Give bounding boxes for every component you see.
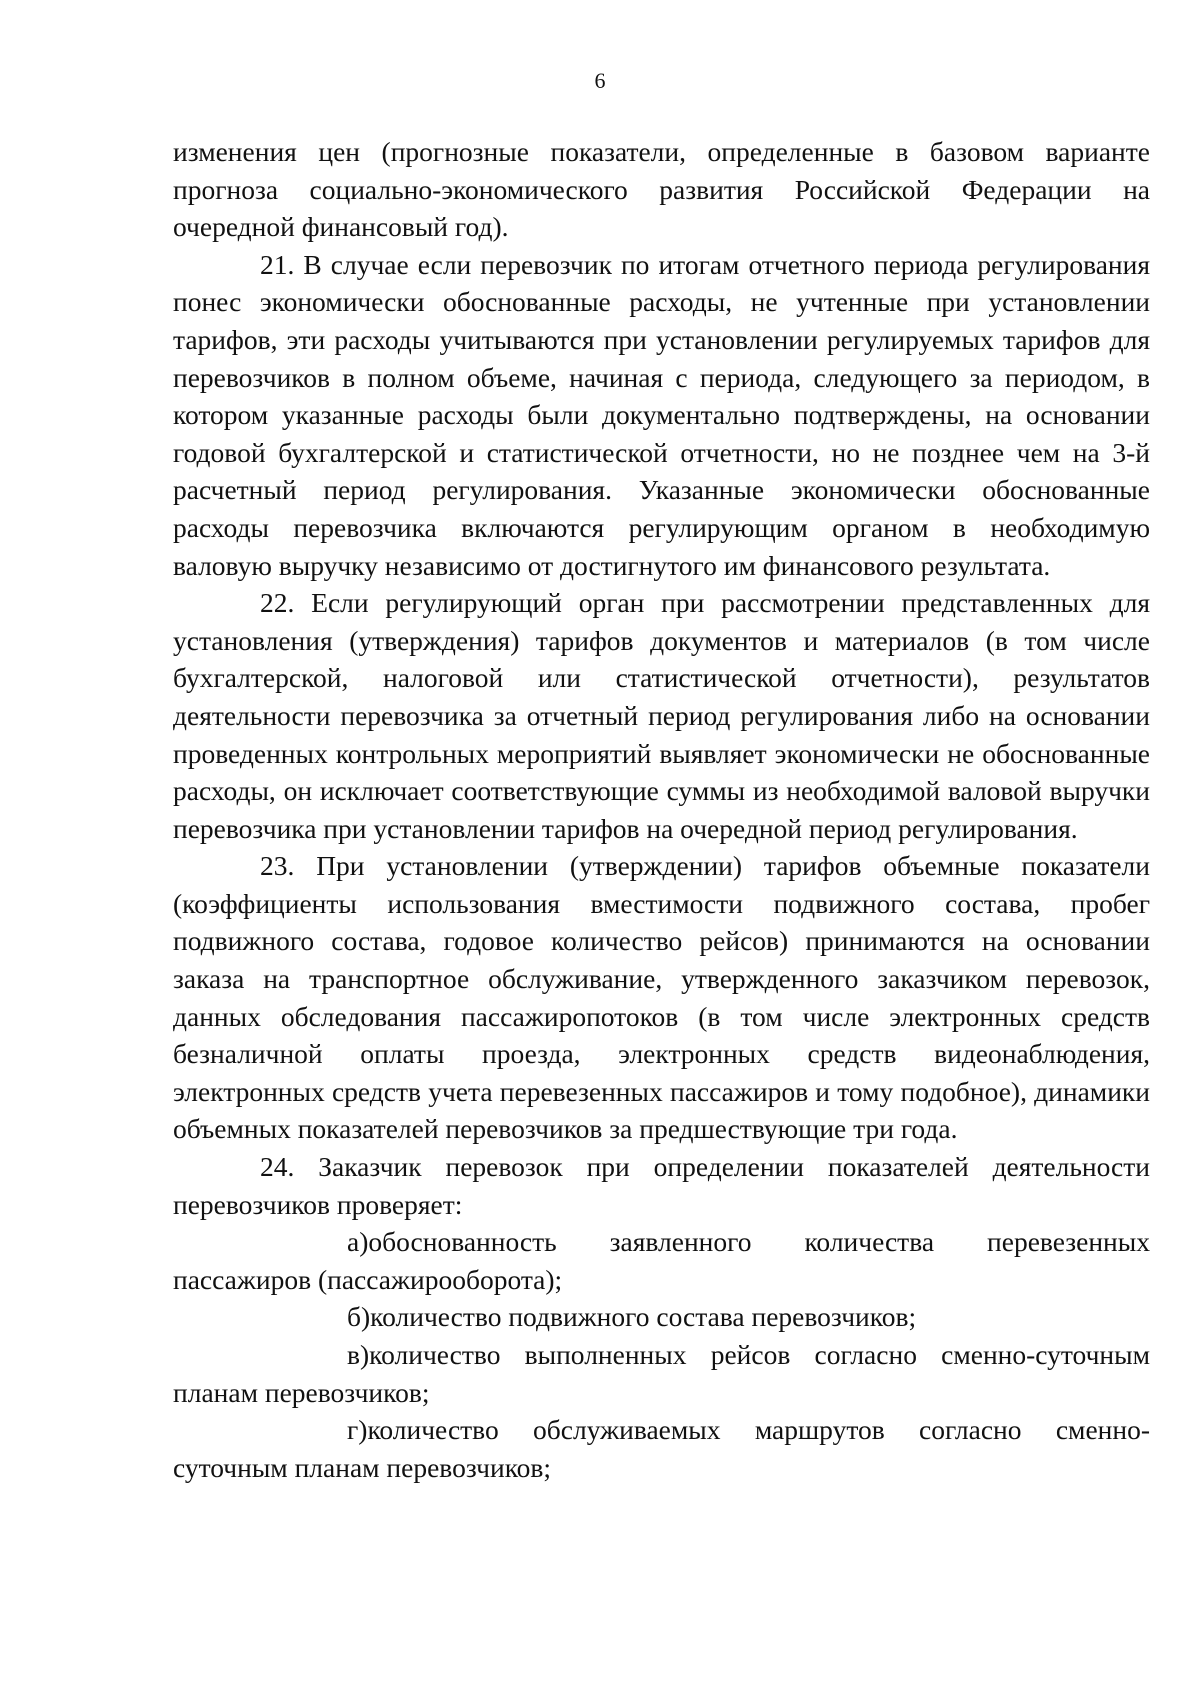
list-item-marker: а) — [347, 1226, 369, 1258]
paragraph-24: 24. Заказчик перевозок при определении показателей деятельности перевозчиков проверяет: — [173, 1151, 1150, 1220]
list-item-marker: в) — [347, 1339, 370, 1370]
list-item-text: количество подвижного состава перевозчиков; — [370, 1301, 917, 1333]
page-number: 6 — [594, 68, 606, 93]
paragraph-22: 22. Если регулирующий орган при рассмотрении представленных для установления (утверждения) тарифов документов и материалов (в том числе бухгалтерской, налоговой или статистической отчетности), результатов деятельности перевозчика за отчетный период регулирования либо на основании проведенных контрольных мероприятий выявляет экономически не обоснованные расходы, он исключает соответствующие суммы из необходимой валовой выручки перевозчика при установлении тарифов на очередной период регулирования. — [173, 587, 1150, 844]
paragraph-23: 23. При установлении (утверждении) тарифов объемные показатели (коэффициенты использования вместимости подвижного состава, пробег подвижного состава, годовое количество рейсов) принимаются на основании заказа на транспортное обслуживание, утвержденного заказчиком перевозок, данных обследования пассажиропотоков (в том числе электронных средств безналичной оплаты проезда, электронных средств видеонаблюдения, электронных средств учета перевезенных пассажиров и тому подобное), динамики объемных показателей перевозчиков за предшествующие три года. — [173, 850, 1150, 1145]
list-item-a — [173, 1223, 1150, 1298]
list-item-v — [173, 1336, 1150, 1411]
list-item-text: количество выполненных рейсов согласно сменно-суточным планам перевозчиков; — [173, 1339, 1150, 1408]
paragraph-continuation: изменения цен (прогнозные показатели, определенные в базовом варианте прогноза социально-экономического развития Российской Федерации на очередной финансовый год). — [173, 136, 1150, 243]
list-item-text: обоснованность заявленного количества перевезенных пассажиров (пассажирооборота); — [173, 1226, 1150, 1295]
paragraph-21: 21. В случае если перевозчик по итогам отчетного периода регулирования понес экономически обоснованные расходы, не учтенные при установлении тарифов, эти расходы учитываются при установлении регулируемых тарифов для перевозчиков в полном объеме, начиная с периода, следующего за периодом, в котором указанные расходы были документально подтверждены, на основании годовой бухгалтерской и статистической отчетности, но не позднее чем на 3-й расчетный период регулирования. Указанные экономически обоснованные расходы перевозчика включаются регулирующим органом в необходимую валовую выручку независимо от достигнутого им финансового результата. — [173, 248, 1150, 581]
list-item-g — [173, 1411, 1150, 1486]
list-item-marker: г) — [347, 1414, 368, 1446]
list-item-marker: б) — [347, 1301, 371, 1333]
list-item-b — [173, 1298, 1150, 1336]
document-body — [173, 133, 1150, 1486]
list-item-text: количество обслуживаемых маршрутов согласно сменно-суточным планам перевозчиков; — [173, 1414, 1150, 1483]
